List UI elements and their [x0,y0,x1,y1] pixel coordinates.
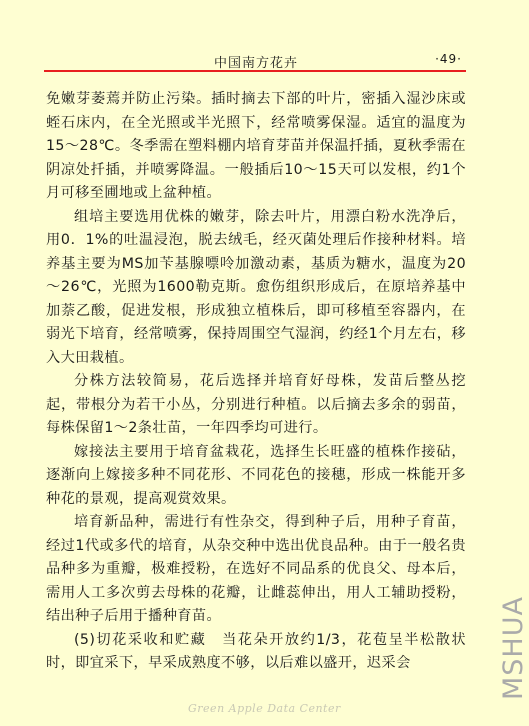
running-header-title: 中国南方花卉 [214,56,299,71]
running-header [44,52,466,70]
paragraph-division: 分株方法较简易，花后选择并培育好母株，发苗后整丛挖起，带根分为若干小丛，分别进行种植。以后摘去多余的弱苗，每株保留1～2条壮苗，一年四季均可进行。 [46,373,466,436]
paragraph-new-varieties: 培育新品种，需进行有性杂交，得到种子后，用种子育苗，经过1代或多代的培育，从杂交种中选出优良品种。由于一般名贵品种多为重瓣，极难授粉，在选好不同品系的优良父、母本后，需用人工多次剪去母株的花瓣，让雌蕊伸出，用人工辅助授粉，结出种子后用于播种育苗。 [46,514,466,624]
header-rule [44,70,466,72]
paragraph-harvest-storage: (5)切花采收和贮藏 当花朵开放约1/3，花苞呈半松散状时，即宜采下，早采成熟度不够，以后难以盛开，迟采会 [46,631,466,671]
page-number: ·49· [435,52,462,66]
paragraph-grafting: 嫁接法主要用于培育盆栽花，选择生长旺盛的植株作接砧，逐渐向上嫁接多种不同花形、不同花色的接穗，形成一株能开多种花的景观，提高观赏效果。 [46,443,466,507]
side-watermark: MSHUA [498,596,529,700]
body-text [46,88,466,676]
paragraph-cutting-continued: 免嫩芽萎蔫并防止污染。插时摘去下部的叶片，密插入湿沙床或蛭石床内，在全光照或半光照下，经常喷雾保湿。适宜的温度为15～28℃。冬季需在塑料棚内培育芽苗并保温扦插，夏秋季需在阴凉处扦插，并喷雾降温。一般插后10～15天可以发根，约1个月可移至圃地或上盆种植。 [46,91,466,201]
bottom-watermark: Green Apple Data Center [188,702,341,715]
paragraph-tissue-culture: 组培主要选用优株的嫩芽，除去叶片，用漂白粉水洗净后，用0．1%的吐温浸泡，脱去绒毛，经灭菌处理后作接种材料。培养基主要为MS加苄基腺嘌呤加激动素，基质为糖水，温度为20～26℃，光照为1600勒克斯。愈伤组织形成后，在原培养基中加萘乙酸，促进发根，形成独立植株后，即可移植至容器内，在弱光下培育，经常喷雾，保持周围空气湿润，约经1个月左右，移入大田栽植。 [46,208,466,366]
